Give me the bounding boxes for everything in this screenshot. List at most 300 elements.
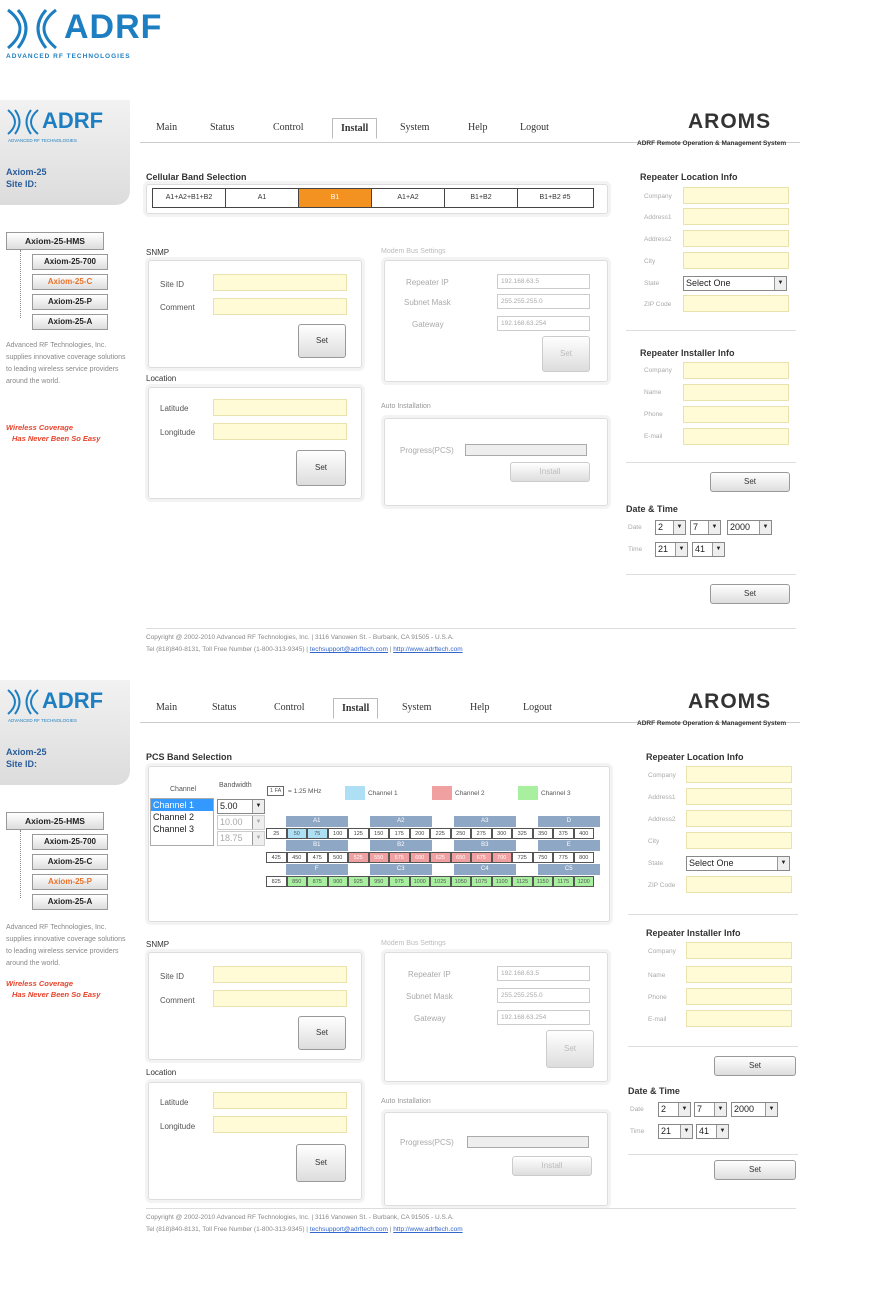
legend-label-ch1: Channel 1	[368, 790, 398, 797]
month-select[interactable]	[655, 520, 686, 535]
frequency-cell[interactable]: 550	[369, 852, 390, 863]
comment-field-label: Comment	[160, 303, 195, 312]
footer-tel: Tel (818)840-8131, Toll Free Number (1-800-313-9345) |	[146, 646, 308, 653]
auto-install-title: Auto Installation	[381, 403, 431, 410]
divider	[628, 1046, 798, 1047]
location-info-title: Repeater Location Info	[640, 172, 738, 182]
frequency-cell[interactable]: 875	[307, 876, 328, 887]
bandwidth-value-2: 10.00	[220, 817, 243, 827]
zip-input[interactable]	[683, 295, 789, 312]
city-label: City	[644, 258, 656, 265]
frequency-cell[interactable]: 325	[512, 828, 533, 839]
tree-root[interactable]: Axiom-25-HMS	[6, 812, 104, 830]
repeater-ip-input[interactable]: 192.168.63.5	[497, 274, 590, 289]
installer-phone-input[interactable]	[683, 406, 789, 423]
model-info	[6, 746, 47, 770]
site-id-label: Site ID:	[6, 759, 38, 769]
left-header	[0, 680, 130, 785]
latitude-label: Latitude	[160, 404, 189, 413]
tab-main[interactable]: Main	[156, 122, 178, 133]
aroms-subtitle: ADRF Remote Operation & Management System	[637, 720, 787, 727]
minute-select[interactable]	[692, 542, 725, 557]
address2-label: Address2	[644, 236, 672, 243]
chevron-down-icon: ▼	[252, 816, 264, 829]
left-logo-tagline: ADVANCED RF TECHNOLOGIES	[8, 138, 77, 143]
company-input[interactable]	[686, 766, 792, 783]
latitude-input[interactable]	[213, 1092, 347, 1109]
frequency-cell[interactable]: 75	[307, 828, 328, 839]
location-title: Location	[146, 374, 177, 383]
tab-system[interactable]: System	[402, 702, 432, 713]
city-input[interactable]	[686, 832, 792, 849]
installer-email-input[interactable]	[683, 428, 789, 445]
frequency-cell[interactable]: 400	[574, 828, 595, 839]
chevron-down-icon: ▼	[712, 543, 724, 556]
tab-help[interactable]: Help	[470, 702, 490, 713]
tree-line	[20, 830, 22, 898]
longitude-label: Longitude	[160, 1122, 196, 1131]
datetime-title: Date & Time	[626, 504, 678, 514]
hour-select[interactable]	[658, 1124, 693, 1139]
band-header: B3	[454, 840, 516, 851]
tab-system[interactable]: System	[400, 122, 430, 133]
band-header: F	[286, 864, 348, 875]
model-name: Axiom-25	[6, 167, 47, 177]
date-label: Date	[628, 524, 642, 531]
site-id-input[interactable]	[213, 274, 347, 291]
tree-child-a[interactable]: Axiom-25-A	[32, 314, 108, 330]
site-id-field-label: Site ID	[160, 280, 185, 289]
subnet-mask-input[interactable]: 255.255.255.0	[497, 294, 590, 309]
slogan	[6, 422, 128, 444]
legend-swatch-ch3	[518, 786, 538, 800]
state-select-value: Select One	[686, 278, 731, 288]
frequency-cell[interactable]: 650	[451, 852, 472, 863]
adrf-mini-logo-icon	[6, 108, 40, 136]
company-label: Company	[648, 772, 676, 779]
frequency-cell[interactable]: 175	[389, 828, 410, 839]
year-value: 2000	[734, 1104, 755, 1114]
installer-name-label: Name	[644, 389, 662, 396]
minute-value: 41	[699, 1126, 710, 1136]
bandwidth-select-2[interactable]	[217, 815, 265, 830]
bandwidth-select-3[interactable]	[217, 831, 265, 846]
doc-logo-brand: ADRF	[64, 8, 163, 46]
chevron-down-icon: ▼	[765, 1103, 777, 1116]
subnet-mask-input[interactable]: 255.255.255.0	[497, 988, 590, 1003]
frequency-cell[interactable]: 1100	[492, 876, 513, 887]
tree-child-p[interactable]: Axiom-25-P	[32, 874, 108, 890]
tab-control[interactable]: Control	[273, 122, 304, 133]
screenshot-cellular	[0, 100, 800, 670]
address1-label: Address1	[648, 794, 676, 801]
band-header: E	[538, 840, 600, 851]
tab-status[interactable]: Status	[212, 702, 237, 713]
tab-logout[interactable]: Logout	[523, 702, 552, 713]
frequency-cell[interactable]: 1200	[574, 876, 595, 887]
modem-bus-title: Modem Bus Settings	[381, 940, 446, 947]
longitude-input[interactable]	[213, 423, 347, 440]
subnet-mask-label: Subnet Mask	[406, 992, 453, 1001]
left-logo-tagline: ADVANCED RF TECHNOLOGIES	[8, 718, 77, 723]
installer-set-button[interactable]: Set	[714, 1056, 796, 1076]
installer-company-input[interactable]	[686, 942, 792, 959]
aroms-title: AROMS	[688, 110, 772, 133]
company-label: Company	[644, 193, 672, 200]
legend-swatch-ch2	[432, 786, 452, 800]
divider	[628, 914, 798, 915]
frequency-cell[interactable]: 300	[492, 828, 513, 839]
comment-input[interactable]	[213, 990, 347, 1007]
frequency-cell[interactable]: 450	[287, 852, 308, 863]
datetime-set-button[interactable]: Set	[714, 1160, 796, 1180]
address2-input[interactable]	[686, 810, 792, 827]
tree-line	[20, 250, 22, 318]
time-label: Time	[630, 1128, 645, 1135]
time-label: Time	[628, 546, 643, 553]
left-logo	[6, 108, 126, 148]
channel-option[interactable]: Channel 3	[153, 824, 195, 834]
year-select[interactable]	[731, 1102, 778, 1117]
state-select[interactable]	[683, 276, 787, 291]
frequency-cell[interactable]: 850	[287, 876, 308, 887]
frequency-cell[interactable]: 675	[471, 852, 492, 863]
site-id-input[interactable]	[213, 966, 347, 983]
frequency-cell[interactable]: 725	[512, 852, 533, 863]
year-value: 2000	[730, 522, 751, 532]
fa-box: 1 FA	[267, 786, 284, 796]
left-header	[0, 100, 130, 205]
site-id-label: Site ID:	[6, 179, 38, 189]
installer-company-label: Company	[648, 948, 676, 955]
band-header: D	[538, 816, 600, 827]
chevron-down-icon: ▼	[759, 521, 771, 534]
hour-value: 21	[661, 1126, 672, 1136]
day-value: 7	[693, 522, 699, 532]
install-button[interactable]: Install	[510, 462, 590, 482]
tab-install[interactable]: Install	[332, 118, 377, 139]
footer	[146, 632, 463, 656]
chevron-down-icon: ▼	[675, 543, 687, 556]
band-selection-title: PCS Band Selection	[146, 752, 233, 762]
tab-install[interactable]: Install	[333, 698, 378, 719]
hour-value: 21	[658, 544, 669, 554]
installer-info-title: Repeater Installer Info	[646, 928, 741, 938]
state-select[interactable]	[686, 856, 790, 871]
frequency-cell[interactable]: 625	[430, 852, 451, 863]
day-select[interactable]	[690, 520, 721, 535]
frequency-cell[interactable]: 1075	[471, 876, 492, 887]
state-label: State	[648, 860, 664, 867]
frequency-cell[interactable]: 1025	[430, 876, 451, 887]
frequency-cell[interactable]: 1000	[410, 876, 431, 887]
tab-main[interactable]: Main	[156, 702, 178, 713]
chevron-down-icon: ▼	[777, 857, 789, 870]
state-select-value: Select One	[689, 858, 734, 868]
longitude-input[interactable]	[213, 1116, 347, 1133]
frequency-cell[interactable]: 825	[266, 876, 287, 887]
channel-label: Channel	[170, 786, 197, 793]
document-logo	[4, 6, 174, 58]
gateway-input[interactable]: 192.168.63.254	[497, 1010, 590, 1025]
frequency-cell[interactable]: 925	[348, 876, 369, 887]
slogan-line2: Has Never Been So Easy	[12, 434, 101, 443]
installer-company-input[interactable]	[683, 362, 789, 379]
frequency-cell[interactable]: 525	[348, 852, 369, 863]
tab-status[interactable]: Status	[210, 122, 235, 133]
repeater-ip-input[interactable]: 192.168.63.5	[497, 966, 590, 981]
bandwidth-value-3: 18.75	[220, 833, 243, 843]
footer-contact: Tel (818)840-8131, Toll Free Number (1-800-313-9345) | techsupport@adrftech.com | http://www.adrftech.com	[146, 646, 463, 653]
installer-phone-label: Phone	[644, 411, 663, 418]
tab-control[interactable]: Control	[274, 702, 305, 713]
footer-email-link[interactable]: techsupport@adrftech.com	[309, 1226, 388, 1233]
chevron-down-icon: ▼	[678, 1103, 690, 1116]
divider	[626, 330, 796, 331]
latitude-input[interactable]	[213, 399, 347, 416]
left-panel	[0, 680, 130, 1250]
band-option[interactable]: A1+A2+B1+B2	[153, 189, 226, 207]
tree-child-c[interactable]: Axiom-25-C	[32, 854, 108, 870]
chevron-down-icon: ▼	[708, 521, 720, 534]
frequency-cell[interactable]: 600	[410, 852, 431, 863]
repeater-ip-label: Repeater IP	[406, 278, 449, 287]
band-header: A2	[370, 816, 432, 827]
footer-divider	[146, 1208, 796, 1209]
tab-logout[interactable]: Logout	[520, 122, 549, 133]
band-header: C4	[454, 864, 516, 875]
footer-tel: Tel (818)840-8131, Toll Free Number (1-800-313-9345) |	[146, 1226, 308, 1233]
gateway-input[interactable]: 192.168.63.254	[497, 316, 590, 331]
frequency-cell[interactable]: 150	[369, 828, 390, 839]
minute-value: 41	[695, 544, 706, 554]
installer-name-input[interactable]	[686, 966, 792, 983]
footer-copyright: Copyright @ 2002-2010 Advanced RF Technologies, Inc. | 3116 Vanowen St. - Burbank, CA 91505 - U.S.A.	[146, 1214, 454, 1221]
tree-child-p[interactable]: Axiom-25-P	[32, 294, 108, 310]
frequency-cell[interactable]: 475	[307, 852, 328, 863]
month-value: 2	[661, 1104, 667, 1114]
tab-help[interactable]: Help	[468, 122, 488, 133]
tree-child-a[interactable]: Axiom-25-A	[32, 894, 108, 910]
legend-swatch-ch1	[345, 786, 365, 800]
frequency-cell[interactable]: 100	[328, 828, 349, 839]
divider	[626, 462, 796, 463]
location-set-button[interactable]: Set	[296, 450, 346, 486]
comment-input[interactable]	[213, 298, 347, 315]
installer-email-label: E-mail	[644, 433, 663, 440]
left-logo-brand: ADRF	[42, 688, 104, 713]
gateway-label: Gateway	[414, 1014, 446, 1023]
footer-contact: Tel (818)840-8131, Toll Free Number (1-800-313-9345) | techsupport@adrftech.com | http://www.adrftech.com	[146, 1226, 463, 1233]
frequency-cell[interactable]: 50	[287, 828, 308, 839]
address2-label: Address2	[648, 816, 676, 823]
frequency-cell[interactable]: 125	[348, 828, 369, 839]
frequency-cell[interactable]: 25	[266, 828, 287, 839]
frequency-cell[interactable]: 1125	[512, 876, 533, 887]
bandwidth-select-1[interactable]	[217, 799, 265, 814]
band-header: B2	[370, 840, 432, 851]
day-value: 7	[697, 1104, 703, 1114]
left-logo-brand: ADRF	[42, 108, 104, 133]
frequency-cell[interactable]: 700	[492, 852, 513, 863]
progress-bar	[465, 444, 587, 456]
tree-root[interactable]: Axiom-25-HMS	[6, 232, 104, 250]
address2-input[interactable]	[683, 230, 789, 247]
footer-divider	[146, 628, 796, 629]
frequency-cell[interactable]: 225	[430, 828, 451, 839]
location-set-button[interactable]: Set	[296, 1144, 346, 1182]
installer-info-title: Repeater Installer Info	[640, 348, 735, 358]
address1-input[interactable]	[683, 208, 789, 225]
address1-input[interactable]	[686, 788, 792, 805]
footer-site-link[interactable]: http://www.adrftech.com	[393, 1226, 463, 1233]
channel-list[interactable]	[150, 798, 214, 846]
datetime-set-button[interactable]: Set	[710, 584, 790, 604]
modem-bus-title: Modem Bus Settings	[381, 248, 446, 255]
chevron-down-icon: ▼	[673, 521, 685, 534]
device-tree	[6, 812, 126, 910]
frequency-cell[interactable]: 250	[451, 828, 472, 839]
footer-email-link[interactable]: techsupport@adrftech.com	[309, 646, 388, 653]
comment-field-label: Comment	[160, 996, 195, 1005]
installer-set-button[interactable]: Set	[710, 472, 790, 492]
month-value: 2	[658, 522, 664, 532]
channel-option[interactable]: Channel 2	[153, 812, 195, 822]
frequency-cell[interactable]: 900	[328, 876, 349, 887]
chevron-down-icon: ▼	[716, 1125, 728, 1138]
footer-copyright: Copyright @ 2002-2010 Advanced RF Technologies, Inc. | 3116 Vanowen St. - Burbank, CA 91505 - U.S.A.	[146, 634, 454, 641]
band-option[interactable]: B1+B2	[445, 189, 518, 207]
installer-phone-label: Phone	[648, 994, 667, 1001]
frequency-cell[interactable]: 1150	[533, 876, 554, 887]
band-selection-title: Cellular Band Selection	[146, 172, 247, 182]
subnet-mask-label: Subnet Mask	[404, 298, 451, 307]
bandwidth-label: Bandwidth	[219, 782, 252, 789]
location-title: Location	[146, 1068, 177, 1077]
footer-site-link[interactable]: http://www.adrftech.com	[393, 646, 463, 653]
auto-install-title: Auto Installation	[381, 1098, 431, 1105]
left-logo	[6, 688, 126, 728]
frequency-cell[interactable]: 975	[389, 876, 410, 887]
band-header: C5	[538, 864, 600, 875]
installer-name-input[interactable]	[683, 384, 789, 401]
installer-company-label: Company	[644, 367, 672, 374]
frequency-cell[interactable]: 800	[574, 852, 595, 863]
frequency-cell[interactable]: 1175	[553, 876, 574, 887]
frequency-cell[interactable]: 575	[389, 852, 410, 863]
legend-label-ch2: Channel 2	[455, 790, 485, 797]
frequency-cell[interactable]: 500	[328, 852, 349, 863]
channel-option-selected[interactable]: Channel 1	[151, 799, 213, 811]
chevron-down-icon: ▼	[774, 277, 786, 290]
modem-set-button[interactable]: Set	[546, 1030, 594, 1068]
frequency-cell[interactable]: 200	[410, 828, 431, 839]
model-name: Axiom-25	[6, 747, 47, 757]
device-tree	[6, 232, 126, 330]
progress-bar	[467, 1136, 589, 1148]
installer-email-label: E-mail	[648, 1016, 667, 1023]
band-option[interactable]: B1+B2 #5	[539, 194, 571, 201]
installer-phone-input[interactable]	[686, 988, 792, 1005]
snmp-set-button[interactable]: Set	[298, 1016, 346, 1050]
frequency-cell[interactable]: 1050	[451, 876, 472, 887]
state-label: State	[644, 280, 660, 287]
frequency-cell[interactable]: 750	[533, 852, 554, 863]
doc-logo-tagline: ADVANCED RF TECHNOLOGIES	[6, 53, 131, 60]
chevron-down-icon: ▼	[714, 1103, 726, 1116]
divider	[626, 574, 796, 575]
tree-child-700[interactable]: Axiom-25-700	[32, 254, 108, 270]
aroms-title: AROMS	[688, 690, 772, 713]
band-header: A1	[286, 816, 348, 827]
company-input[interactable]	[683, 187, 789, 204]
progress-label: Progress(PCS)	[400, 446, 454, 455]
fa-text: = 1.25 MHz	[288, 788, 322, 795]
location-info-title: Repeater Location Info	[646, 752, 744, 762]
year-select[interactable]	[727, 520, 772, 535]
frequency-cell[interactable]: 775	[553, 852, 574, 863]
chevron-down-icon: ▼	[680, 1125, 692, 1138]
zip-input[interactable]	[686, 876, 792, 893]
tree-child-700[interactable]: Axiom-25-700	[32, 834, 108, 850]
bandwidth-value-1: 5.00	[220, 801, 238, 811]
installer-name-label: Name	[648, 972, 666, 979]
zip-label: ZIP Code	[648, 882, 676, 889]
frequency-cell[interactable]: 950	[369, 876, 390, 887]
band-option[interactable]: A1+A2	[372, 189, 445, 207]
latitude-label: Latitude	[160, 1098, 189, 1107]
date-label: Date	[630, 1106, 644, 1113]
band-header: C3	[370, 864, 432, 875]
frequency-cell[interactable]: 275	[471, 828, 492, 839]
chevron-down-icon: ▼	[252, 800, 264, 813]
adrf-logo-icon	[4, 6, 60, 52]
modem-set-button[interactable]: Set	[542, 336, 590, 372]
frequency-cell[interactable]: 425	[266, 852, 287, 863]
divider	[628, 1154, 798, 1155]
band-header: B1	[286, 840, 348, 851]
progress-label: Progress(PCS)	[400, 1138, 454, 1147]
chevron-down-icon: ▼	[252, 832, 264, 845]
frequency-cell[interactable]: 375	[553, 828, 574, 839]
slogan-line1: Wireless Coverage	[6, 979, 74, 988]
snmp-title: SNMP	[146, 248, 170, 257]
minute-select[interactable]	[696, 1124, 729, 1139]
tree-child-c[interactable]: Axiom-25-C	[32, 274, 108, 290]
city-input[interactable]	[683, 252, 789, 269]
screenshot-pcs	[0, 680, 800, 1250]
snmp-title: SNMP	[146, 940, 170, 949]
legend-label-ch3: Channel 3	[541, 790, 571, 797]
cellular-band-row	[152, 188, 594, 208]
snmp-set-button[interactable]: Set	[298, 324, 346, 358]
longitude-label: Longitude	[160, 428, 196, 437]
model-info	[6, 166, 47, 190]
footer	[146, 1212, 463, 1236]
aroms-subtitle: ADRF Remote Operation & Management System	[637, 140, 787, 147]
zip-label: ZIP Code	[644, 301, 672, 308]
slogan-line1: Wireless Coverage	[6, 423, 74, 432]
band-option-selected[interactable]: B1	[299, 189, 372, 207]
hour-select[interactable]	[655, 542, 688, 557]
frequency-cell[interactable]: 350	[533, 828, 554, 839]
band-header: A3	[454, 816, 516, 827]
day-select[interactable]	[694, 1102, 727, 1117]
installer-email-input[interactable]	[686, 1010, 792, 1027]
band-option[interactable]: A1	[226, 189, 299, 207]
month-select[interactable]	[658, 1102, 691, 1117]
install-button[interactable]: Install	[512, 1156, 592, 1176]
